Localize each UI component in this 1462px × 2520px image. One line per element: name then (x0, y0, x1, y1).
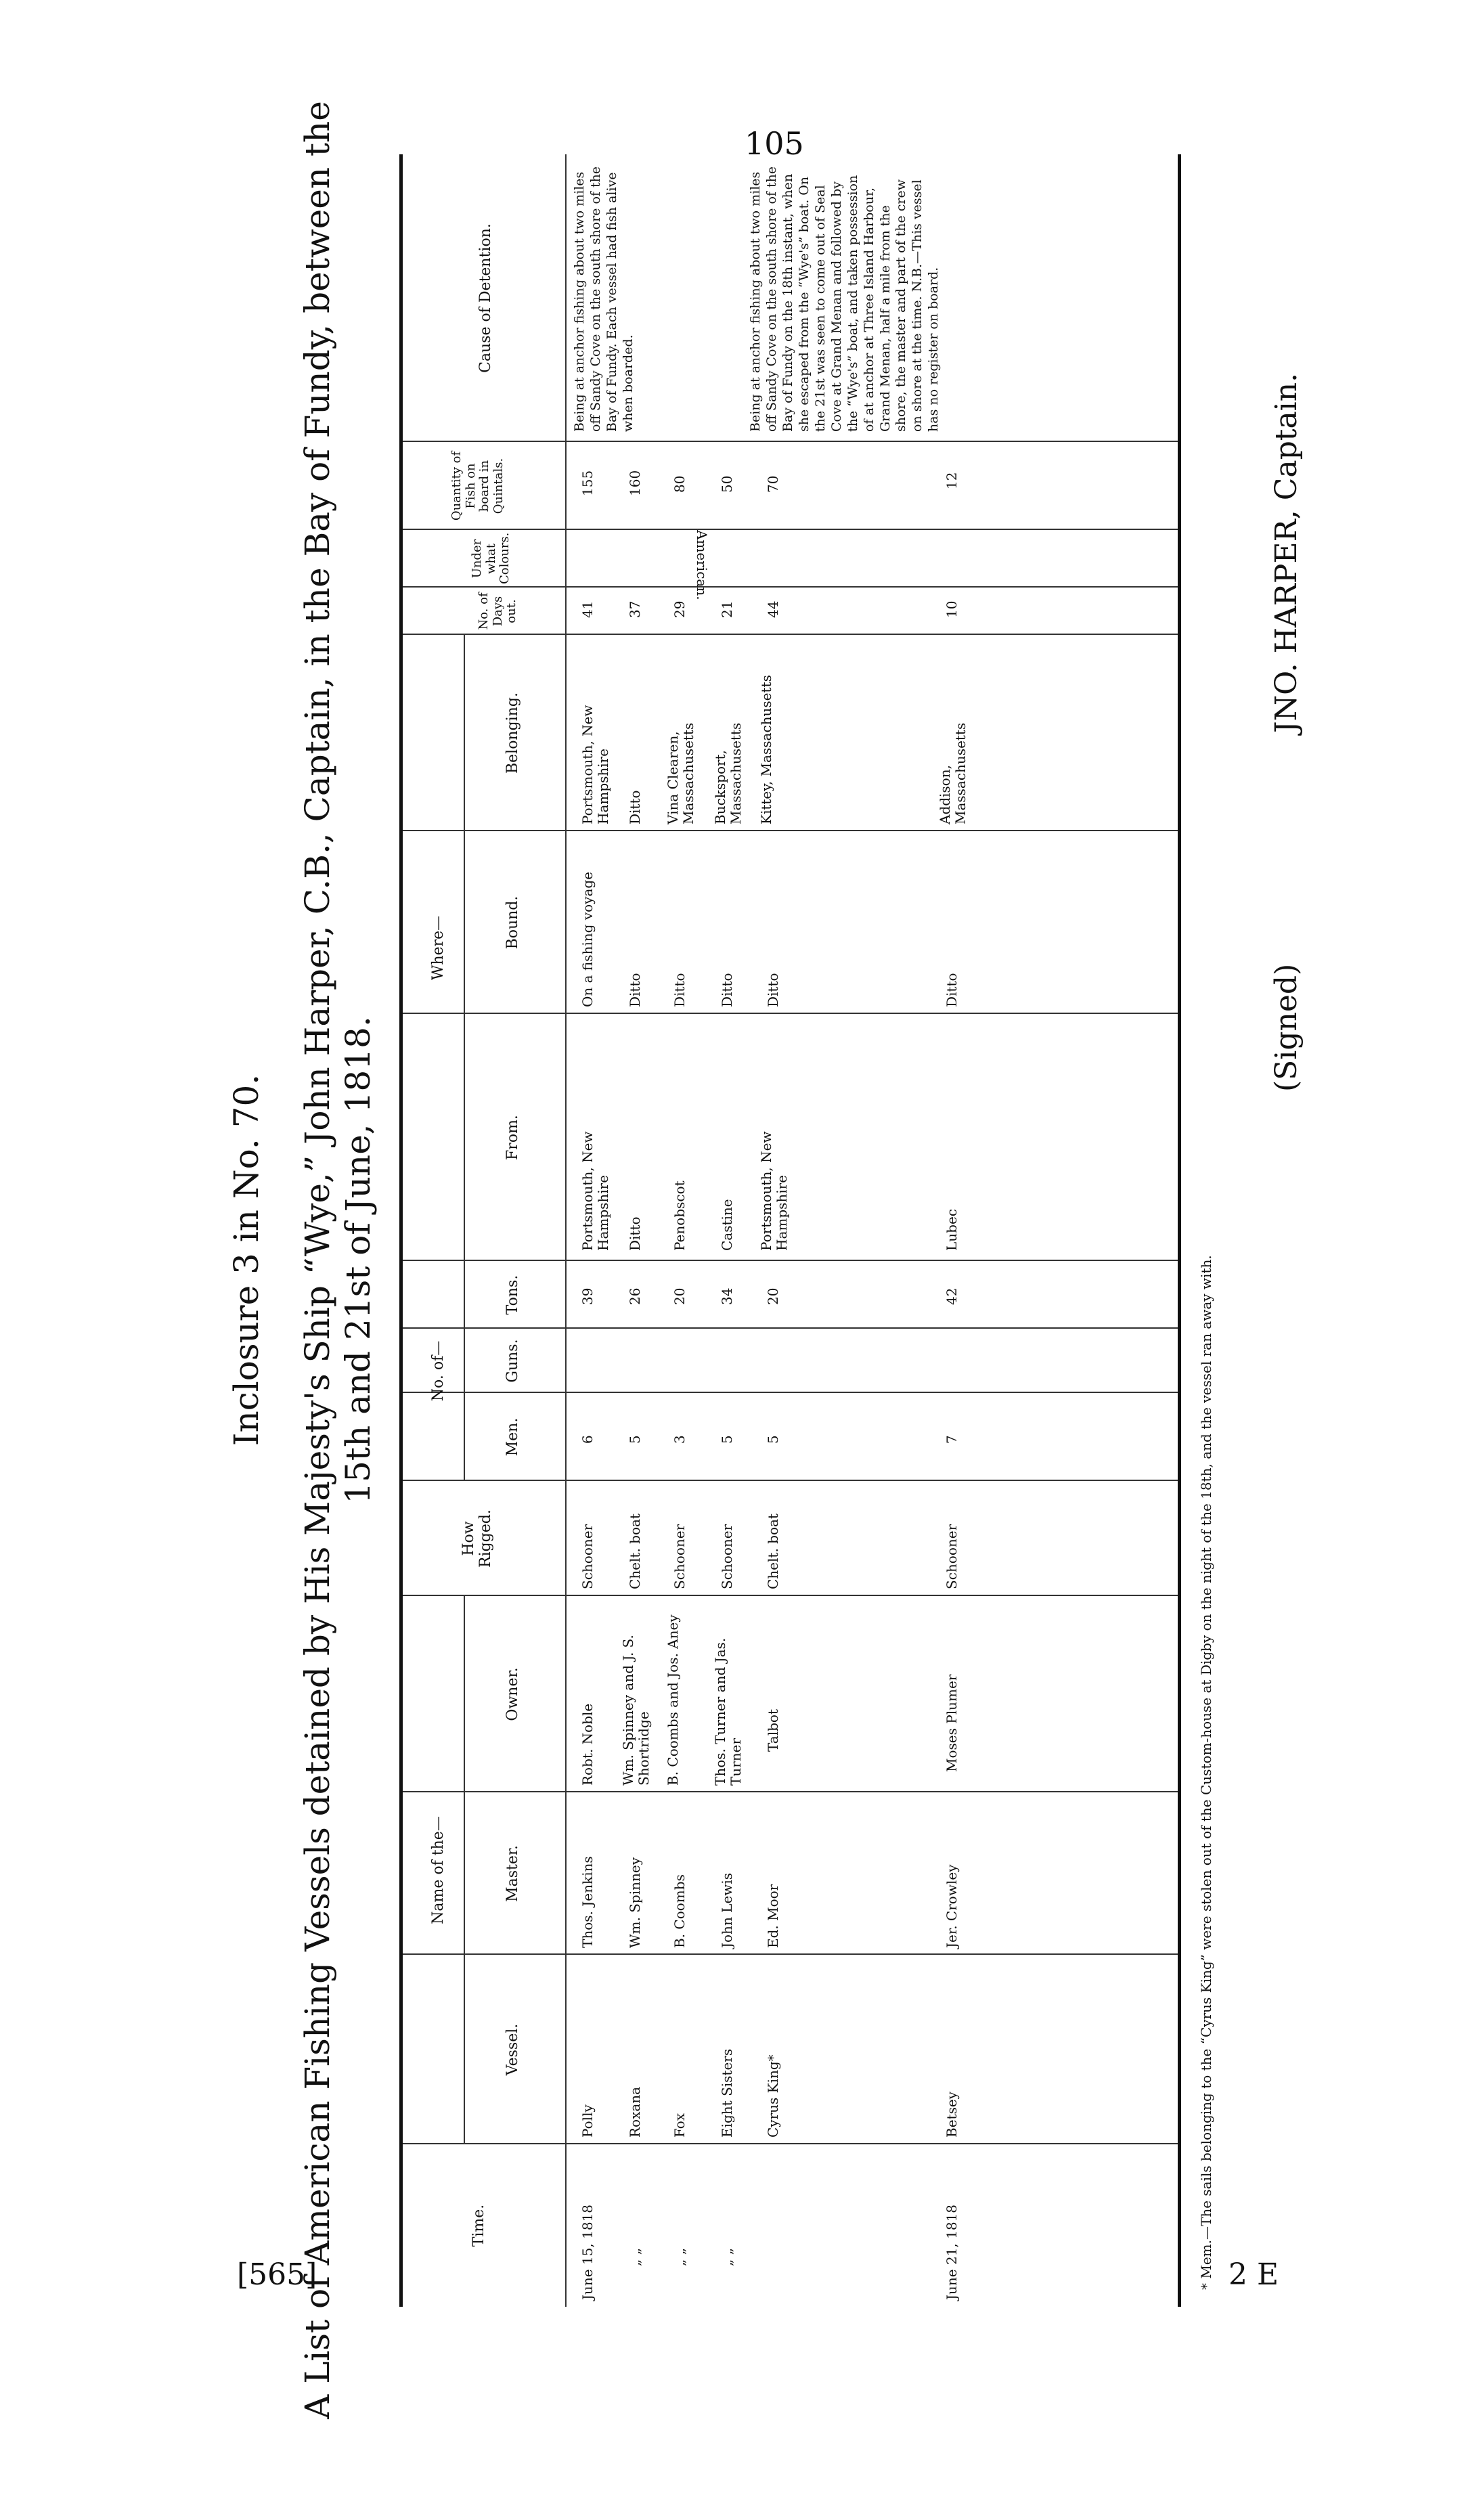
row1-men: 6 (579, 1435, 596, 1444)
header-bound: Bound. (504, 896, 521, 950)
row6-time: June 21, 1818 (944, 2204, 960, 2300)
row3-tons: 20 (671, 1287, 688, 1305)
memo-note: * Mem.—The sails belonging to the “Cyrus King” were stolen out of the Custom-house at Digby on the night of the 18th, and the vessel ran away with. (1198, 1255, 1214, 2290)
cause-first: Being at anchor fishing about two miles off Sandy Cove on the south shore of the Bay of Fundy. Each vessel had fish alive when boarded. (572, 166, 636, 432)
row6-rigged: Schooner (944, 1524, 960, 1589)
header-men: Men. (504, 1417, 521, 1457)
row5-owner: Talbot (765, 1709, 781, 1752)
header-how-rigged: How Rigged. (460, 1509, 495, 1568)
header-quantity-fish: Quantity of Fish on board in Quintals. (449, 451, 506, 521)
row4-bound: Ditto (719, 973, 735, 1007)
row3-days: 29 (671, 600, 688, 618)
row5-from: Portsmouth, New Hampshire (758, 1131, 790, 1251)
header-owner: Owner. (504, 1667, 521, 1721)
row3-fish: 80 (671, 475, 688, 493)
row2-from: Ditto (627, 1216, 643, 1251)
header-name-of-the: Name of the— (430, 1816, 447, 1924)
row4-rigged: Schooner (719, 1524, 735, 1589)
row6-master: Jer. Crowley (944, 1864, 960, 1948)
row6-from: Lubec (944, 1208, 960, 1251)
row1-from: Portsmouth, New Hampshire (579, 1131, 611, 1251)
row1-bound: On a fishing voyage (579, 871, 596, 1007)
row5-men: 5 (765, 1435, 781, 1444)
row2-fish: 160 (627, 470, 643, 496)
row3-master: B. Coombs (671, 1874, 688, 1948)
row1-time: June 15, 1818 (579, 2204, 596, 2300)
row2-bound: Ditto (627, 973, 643, 1007)
row4-from: Castine (719, 1199, 735, 1251)
row3-from: Penobscot (671, 1180, 688, 1251)
row1-master: Thos. Jenkins (579, 1856, 596, 1948)
row5-fish: 70 (765, 475, 781, 493)
row2-vessel: Roxana (627, 2086, 643, 2138)
header-tons: Tons. (504, 1275, 521, 1315)
row3-owner: B. Coombs and Jos. Aney (665, 1614, 681, 1786)
header-vessel: Vessel. (504, 2023, 521, 2076)
header-belonging: Belonging. (504, 692, 521, 774)
row3-time: „ „ (671, 2247, 688, 2266)
row6-bound: Ditto (944, 973, 960, 1007)
signature-mark: 2 E (1228, 2257, 1279, 2292)
header-no-of: No. of— (430, 1340, 447, 1402)
row4-owner: Thos. Turner and Jas. Turner (712, 1637, 744, 1786)
row2-time: „ „ (627, 2247, 643, 2266)
list-title-line1: A List of American Fishing Vessels detained by His Majesty's Ship “Wye,” John Harper, C.B., Captain, in the Bay of Fundy, between the (298, 101, 337, 2419)
row1-fish: 155 (579, 470, 596, 496)
row1-belonging: Portsmouth, New Hampshire (579, 705, 611, 824)
inclosure-heading: Inclosure 3 in No. 70. (227, 1074, 266, 1446)
row3-bound: Ditto (671, 973, 688, 1007)
row1-days: 41 (579, 600, 596, 618)
signed-label: (Signed) (1269, 963, 1304, 1092)
row2-master: Wm. Spinney (627, 1857, 643, 1948)
row4-days: 21 (719, 600, 735, 618)
row1-vessel: Polly (579, 2104, 596, 2138)
row3-vessel: Fox (671, 2113, 688, 2138)
row6-owner: Moses Plumer (944, 1674, 960, 1772)
row1-owner: Robt. Noble (579, 1703, 596, 1786)
list-title-line2: 15th and 21st of June, 1818. (338, 1016, 378, 1504)
row2-days: 37 (627, 600, 643, 618)
header-from: From. (504, 1115, 521, 1160)
row3-belonging: Vina Clearen, Massachusetts (665, 722, 696, 824)
row4-vessel: Eight Sisters (719, 2048, 735, 2138)
row5-master: Ed. Moor (765, 1884, 781, 1948)
row1-tons: 39 (579, 1287, 596, 1305)
vessels-table (399, 154, 1181, 2307)
row2-men: 5 (627, 1435, 643, 1444)
header-cause: Cause of Detention. (477, 223, 494, 373)
header-time: Time. (470, 2204, 487, 2247)
row4-belonging: Bucksport, Massachusetts (712, 722, 744, 824)
row5-vessel: Cyrus King* (765, 2054, 781, 2138)
header-where: Where— (430, 915, 447, 981)
captain-signature: JNO. HARPER, Captain. (1269, 372, 1304, 733)
header-guns: Guns. (504, 1339, 521, 1383)
row4-time: „ „ (719, 2247, 735, 2266)
row2-rigged: Chelt. boat (627, 1513, 643, 1589)
row4-fish: 50 (719, 475, 735, 493)
header-days-out: No. of Days out. (477, 592, 519, 630)
row3-men: 3 (671, 1435, 688, 1444)
header-master: Master. (504, 1845, 521, 1902)
row3-rigged: Schooner (671, 1524, 688, 1589)
row1-rigged: Schooner (579, 1524, 596, 1589)
row6-tons: 42 (944, 1287, 960, 1305)
row5-tons: 20 (765, 1287, 781, 1305)
page-reference: [565] (237, 2257, 317, 2292)
row6-vessel: Betsey (944, 2092, 960, 2138)
row6-fish: 12 (944, 472, 960, 489)
row4-tons: 34 (719, 1287, 735, 1305)
cause-second: Being at anchor fishing about two miles off Sandy Cove on the south shore of the Bay of Fundy on the 18th instant, when she escaped from the “Wye's” boat. On the 21st was seen to come out of Seal Cove at Grand Menan and followed by the “Wye's” boat, and taken possession of at anchor at Three Island Harbour, Grand Menan, half a mile from the shore, the master and part of the crew on shore at the time. N.B.—This vessel has no register on board. (748, 166, 942, 432)
row2-owner: Wm. Spinney and J. S. Shortridge (620, 1635, 652, 1786)
row6-men: 7 (944, 1435, 960, 1444)
page-number: 105 (745, 125, 804, 162)
colours-american: American. (694, 530, 710, 600)
row5-belonging: Kittey, Massachusetts (758, 675, 774, 824)
row4-men: 5 (719, 1435, 735, 1444)
row2-tons: 26 (627, 1287, 643, 1305)
row6-belonging: Addison, Massachusetts (937, 722, 969, 824)
row5-days: 44 (765, 600, 781, 618)
row4-master: John Lewis (719, 1872, 735, 1948)
row5-bound: Ditto (765, 973, 781, 1007)
row2-belonging: Ditto (627, 790, 643, 824)
header-under-colours: Under what Colours. (470, 532, 512, 584)
row5-rigged: Chelt. boat (765, 1513, 781, 1589)
row6-days: 10 (944, 600, 960, 618)
